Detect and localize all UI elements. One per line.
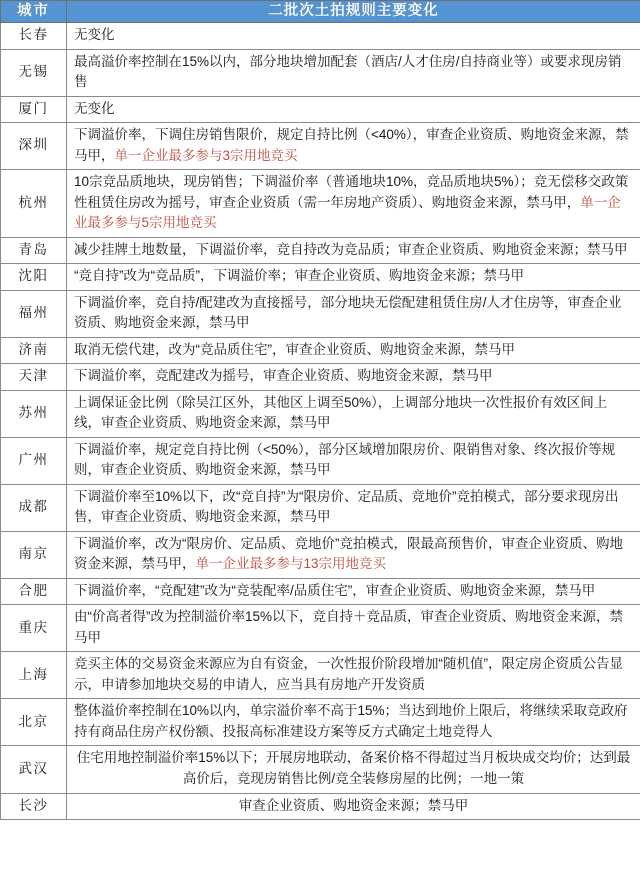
changes-cell <box>67 746 640 793</box>
changes-text: 下调溢价率，竞自持/配建改为直接摇号，部分地块无偿配建租赁住房/人才住房等，审查企业资质、购地资金来源，禁马甲 <box>74 294 622 331</box>
table-row <box>1 437 640 484</box>
city-cell: 苏州 <box>1 390 67 437</box>
changes-text: 取消无偿代建，改为“竞品质住宅”，审查企业资质、购地资金来源，禁马甲 <box>74 341 515 357</box>
changes-text: 最高溢价率控制在15%以内，部分地块增加配套（酒店/人才住房/自持商业等）或要求现房销售 <box>74 53 622 90</box>
table-row <box>1 578 640 605</box>
changes-text: 下调溢价率至10%以下，改“竞自持”为“限房价、定品质、竞地价”竞拍模式，部分要求现房出售，审查企业资质、购地资金来源，禁马甲 <box>74 488 619 525</box>
table-header <box>1 1 640 23</box>
changes-text: 竞买主体的交易资金来源应为自有资金，一次性报价阶段增加“随机值”，限定房企资质公告显示，申请参加地块交易的申请人，应当具有房地产开发资质 <box>74 656 623 692</box>
changes-text: 无变化 <box>74 100 115 116</box>
changes-cell <box>67 578 640 605</box>
table-row <box>1 96 640 123</box>
table-row <box>1 23 640 50</box>
city-cell: 无锡 <box>1 49 67 96</box>
table-row <box>1 793 640 820</box>
changes-cell <box>67 170 640 238</box>
changes-cell <box>67 484 640 531</box>
city-cell: 武汉 <box>1 746 67 793</box>
city-cell: 北京 <box>1 699 67 746</box>
table-row <box>1 531 640 578</box>
changes-text: 下调溢价率，下调住房销售限价，规定自持比例（<40%），审查企业资质、购地资金来源，禁马甲， <box>74 127 629 163</box>
column-header-city: 城市 <box>1 1 67 23</box>
city-cell: 青岛 <box>1 237 67 264</box>
changes-text: 审查企业资质、购地资金来源；禁马甲 <box>238 797 469 813</box>
table-row <box>1 390 640 437</box>
city-cell: 成都 <box>1 484 67 531</box>
changes-cell <box>67 364 640 391</box>
table-row <box>1 264 640 291</box>
changes-cell <box>67 123 640 170</box>
changes-cell <box>67 652 640 699</box>
table-header-row <box>1 1 640 23</box>
changes-text: 上调保证金比例（除吴江区外，其他区上调至50%），上调部分地块一次性报价有效区间上线，审查企业资质、购地资金来源，禁马甲 <box>74 394 608 431</box>
changes-text: 下调溢价率，规定竞自持比例（<50%），部分区域增加限房价、限销售对象、终次报价等规则，审查企业资质、购地资金来源，禁马甲 <box>74 441 616 478</box>
city-cell: 杭州 <box>1 170 67 238</box>
table-row <box>1 337 640 364</box>
city-cell: 南京 <box>1 531 67 578</box>
table-row <box>1 484 640 531</box>
highlighted-text: 单一企业最多参与5宗用地竞买 <box>74 194 621 231</box>
changes-text: 下调溢价率，“竞配建”改为“竞装配率/品质住宅”，审查企业资质、购地资金来源，禁马甲 <box>74 582 596 598</box>
city-cell: 天津 <box>1 364 67 391</box>
changes-cell <box>67 437 640 484</box>
changes-cell <box>67 49 640 96</box>
table-row <box>1 364 640 391</box>
changes-cell <box>67 605 640 652</box>
changes-cell <box>67 337 640 364</box>
table-row <box>1 170 640 238</box>
table-row <box>1 49 640 96</box>
table-row <box>1 605 640 652</box>
city-cell: 重庆 <box>1 605 67 652</box>
changes-text: 减少挂牌土地数量，下调溢价率，竞自持改为竞品质；审查企业资质、购地资金来源；禁马甲 <box>74 241 628 257</box>
changes-cell <box>67 264 640 291</box>
table-row <box>1 652 640 699</box>
changes-cell <box>67 23 640 50</box>
city-cell: 沈阳 <box>1 264 67 291</box>
column-header-changes: 二批次土拍规则主要变化 <box>67 1 640 23</box>
highlighted-text: 单一企业最多参与3宗用地竞买 <box>114 147 298 163</box>
table-row <box>1 290 640 337</box>
table-row <box>1 123 640 170</box>
changes-cell <box>67 531 640 578</box>
city-cell: 上海 <box>1 652 67 699</box>
changes-text: “竞自持”改为“竞品质”，下调溢价率；审查企业资质、购地资金来源；禁马甲 <box>74 268 524 284</box>
changes-text: 整体溢价率控制在10%以内，单宗溢价率不高于15%；当达到地价上限后，将继续采取竞政府持有商品住房产权份额、投报高标准建设方案等反方式确定土地竞得人 <box>74 703 628 739</box>
table-row <box>1 699 640 746</box>
highlighted-text: 单一企业最多参与13宗用地竞买 <box>195 556 387 572</box>
changes-cell <box>67 390 640 437</box>
city-cell: 深圳 <box>1 123 67 170</box>
table-body <box>1 23 640 820</box>
changes-cell <box>67 96 640 123</box>
changes-text: 下调溢价率，改为“限房价、定品质、竞地价”竞拍模式，限最高预售价，审查企业资质、购地资金来源，禁马甲， <box>74 535 623 572</box>
changes-cell <box>67 290 640 337</box>
changes-cell <box>67 793 640 820</box>
changes-cell <box>67 237 640 264</box>
city-cell: 长春 <box>1 23 67 50</box>
changes-text: 下调溢价率，竞配建改为摇号，审查企业资质、购地资金来源，禁马甲 <box>74 368 493 384</box>
city-cell: 福州 <box>1 290 67 337</box>
table-row <box>1 237 640 264</box>
changes-cell <box>67 699 640 746</box>
city-cell: 长沙 <box>1 793 67 820</box>
city-cell: 合肥 <box>1 578 67 605</box>
table-row <box>1 746 640 793</box>
changes-text: 无变化 <box>74 27 115 42</box>
changes-text: 10宗竞品质地块，现房销售；下调溢价率（普通地块10%，竞品质地块5%）；竞无偿移交政策性租赁住房改为摇号，审查企业资质（需一年房地产资质）、购地资金来源，禁马甲， <box>74 174 629 210</box>
city-cell: 厦门 <box>1 96 67 123</box>
city-cell: 广州 <box>1 437 67 484</box>
changes-text: 住宅用地控制溢价率15%以下；开展房地联动，备案价格不得超过当月板块成交均价；达到最高价后，竞现房销售比例/竞全装修房屋的比例；一地一策 <box>76 750 631 786</box>
changes-text: 由“价高者得”改为控制溢价率15%以下，竞自持＋竞品质，审查企业资质、购地资金来源，禁马甲 <box>74 609 624 645</box>
city-cell: 济南 <box>1 337 67 364</box>
